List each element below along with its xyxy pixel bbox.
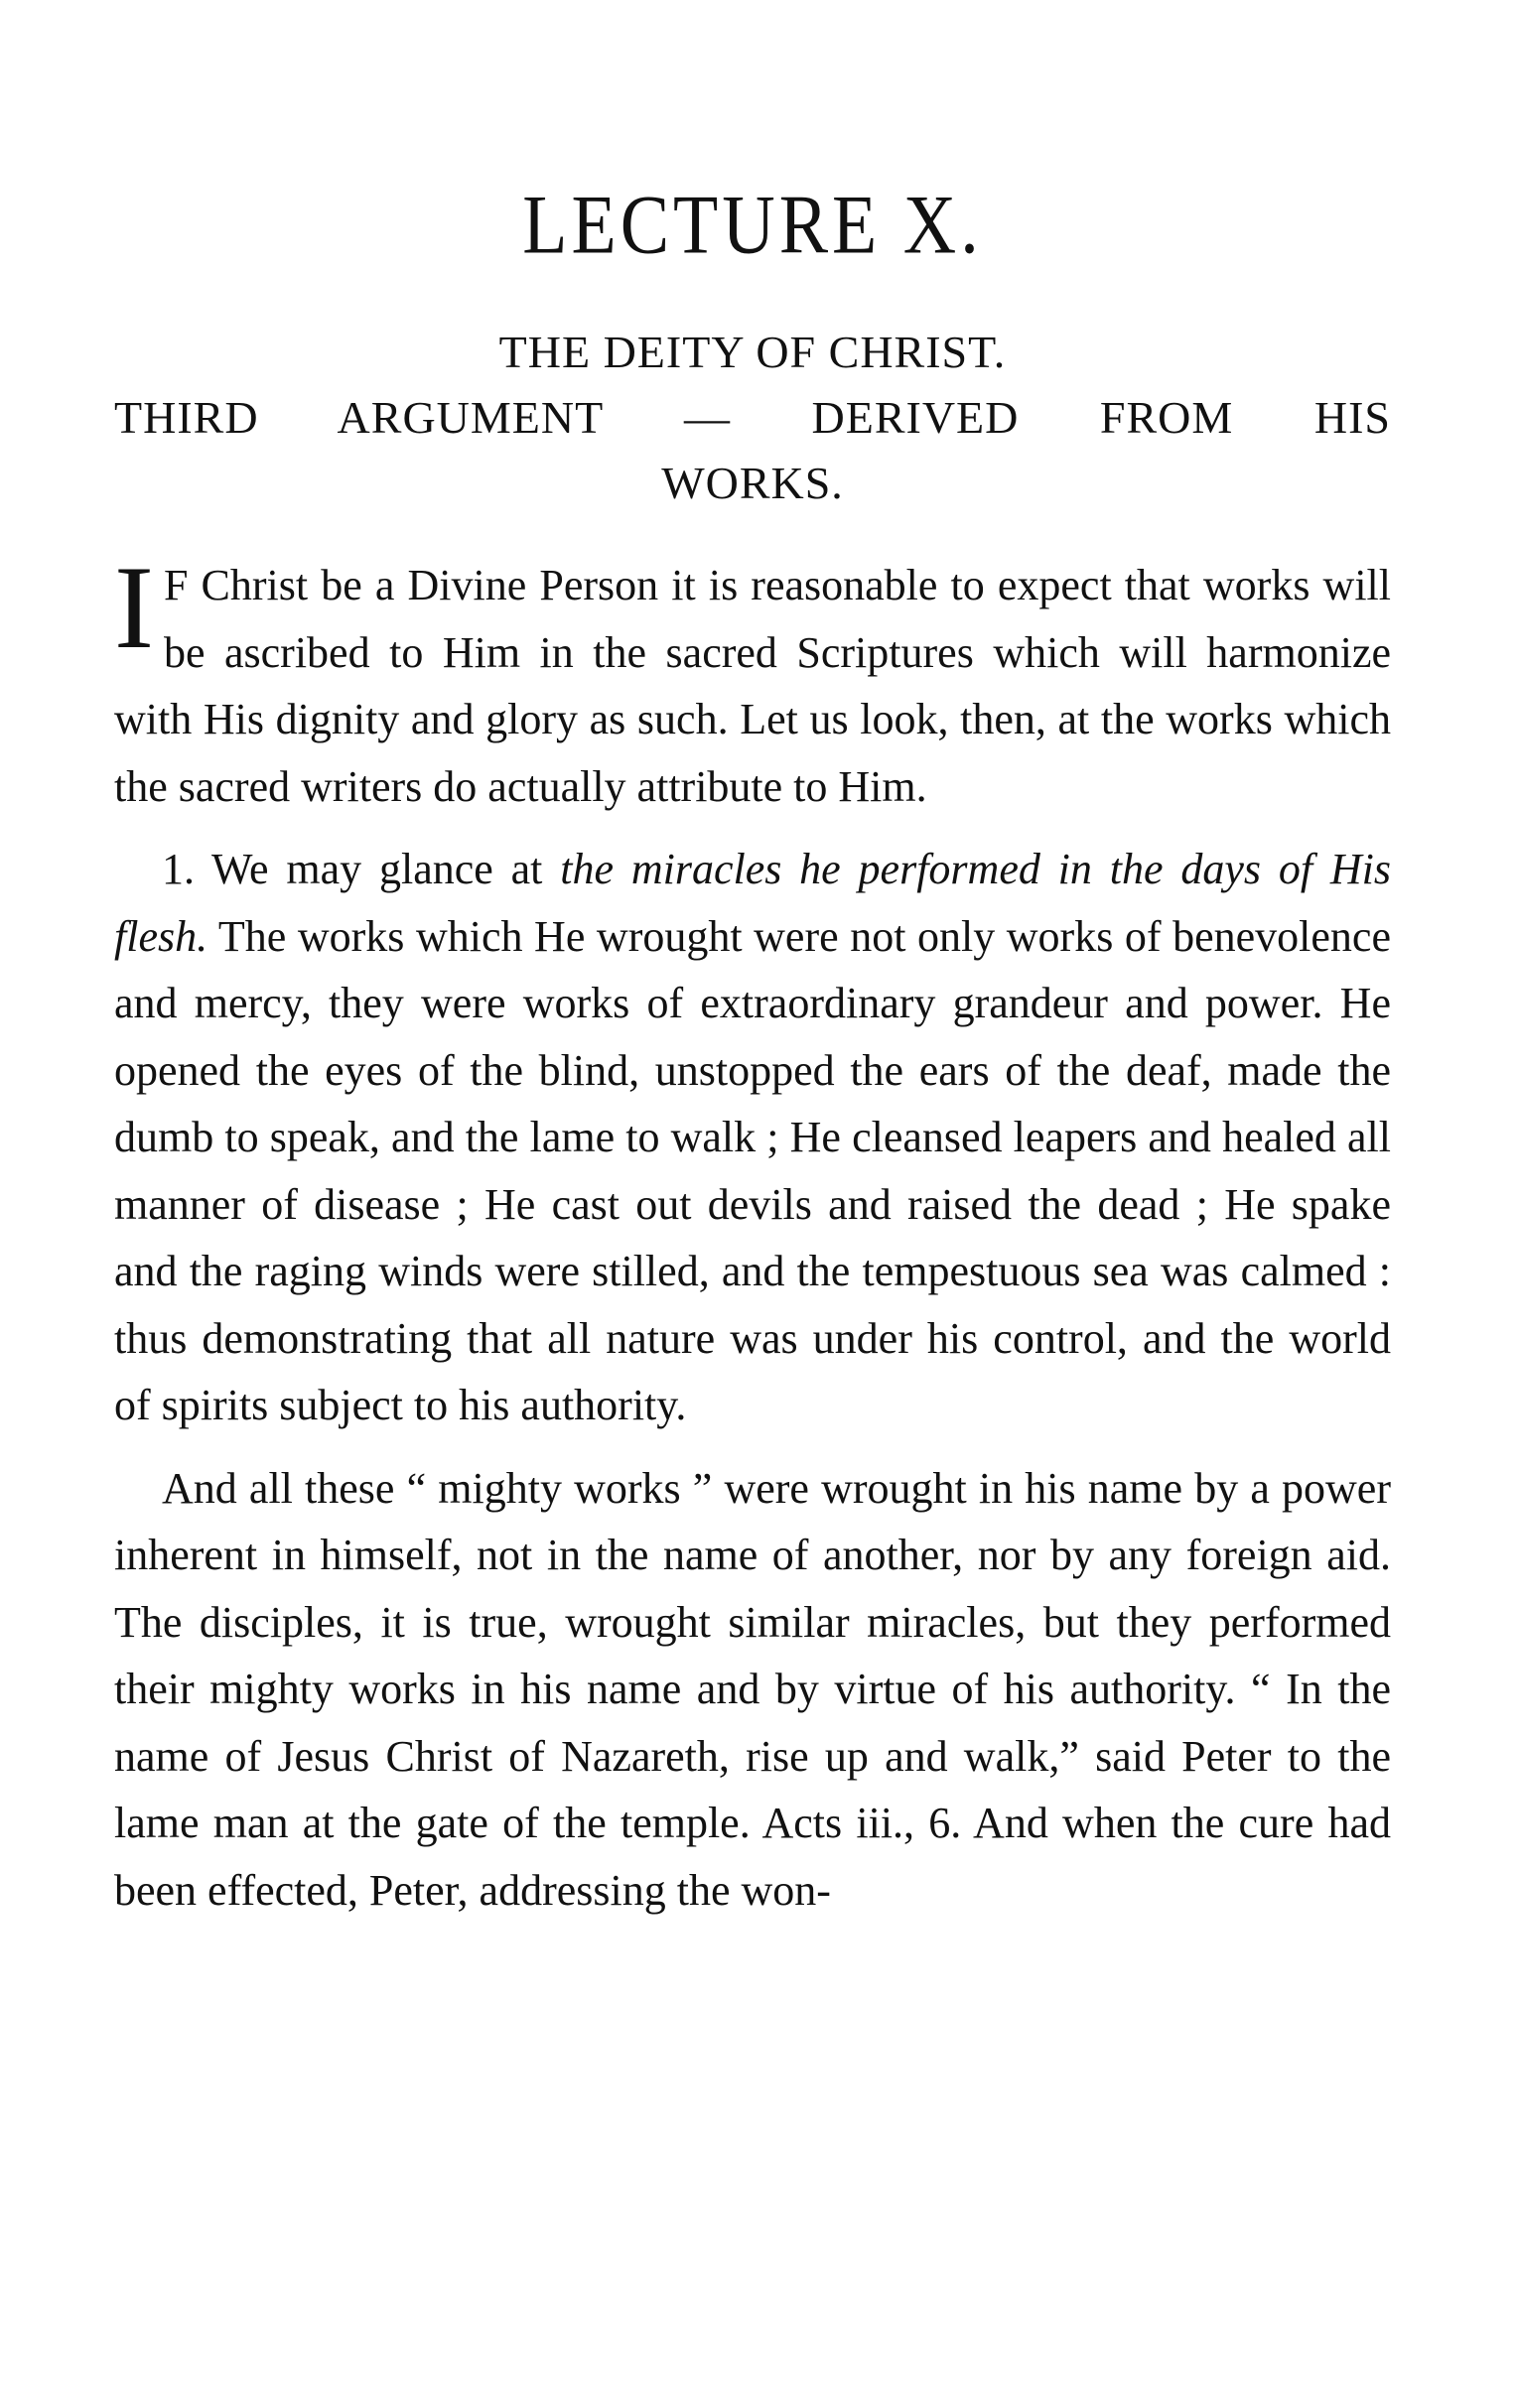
paragraph-mighty-works: And all these “ mighty works ” were wrought in his name by a power inherent in himself, not in the name of another, nor by any foreign aid. The disciples, it is true, wrought similar miracles, but they performed their mighty works in his name and by virtue of his authority. “ In the name of Jesus Christ of Nazareth, rise up and walk,” said Peter to the lame man at the gate of the temple. Acts iii., 6. And when the cure had been effected, Peter, addressing the won- — [114, 1463, 1391, 1915]
chapter-heading: THE DEITY OF CHRIST. — [498, 327, 1007, 377]
paragraph-miracles — [114, 836, 1391, 1439]
argument-heading-continued: WORKS. — [661, 458, 844, 508]
paragraph-intro — [114, 541, 1391, 820]
drop-cap: I — [114, 541, 154, 673]
paragraph-miracles-emphasis: the miracles he performed in the days of His flesh. — [114, 845, 1391, 961]
book-page — [114, 178, 1391, 1924]
paragraph-miracles-text: The works which He wrought were not only works of benevolence and mercy, they were works of extraordinary grandeur and power. He opened the eyes of the blind, unstopped the ears of the deaf, made the dumb to speak, and the lame to walk ; He cleansed leapers and healed all manner of disease ; He cast out devils and raised the dead ; He spake and the raging winds were stilled, and the tempestuous sea was calmed : thus demonstrating that all nature was under his control, and the world of spirits subject to his authority. — [114, 911, 1391, 1429]
paragraph-miracles-lead: 1. We may glance at — [162, 845, 561, 893]
paragraph-intro-text: F Christ be a Divine Person it is reasonable to expect that works will be ascribed to Him in the sacred Scriptures which will harmonize with His dignity and glory as such. Let us look, then, at the works which the sacred writers do actually attribute to Him. — [114, 561, 1391, 811]
lecture-title: LECTURE X. — [522, 178, 983, 273]
argument-heading: THIRD ARGUMENT — DERIVED FROM HIS — [114, 392, 1391, 443]
